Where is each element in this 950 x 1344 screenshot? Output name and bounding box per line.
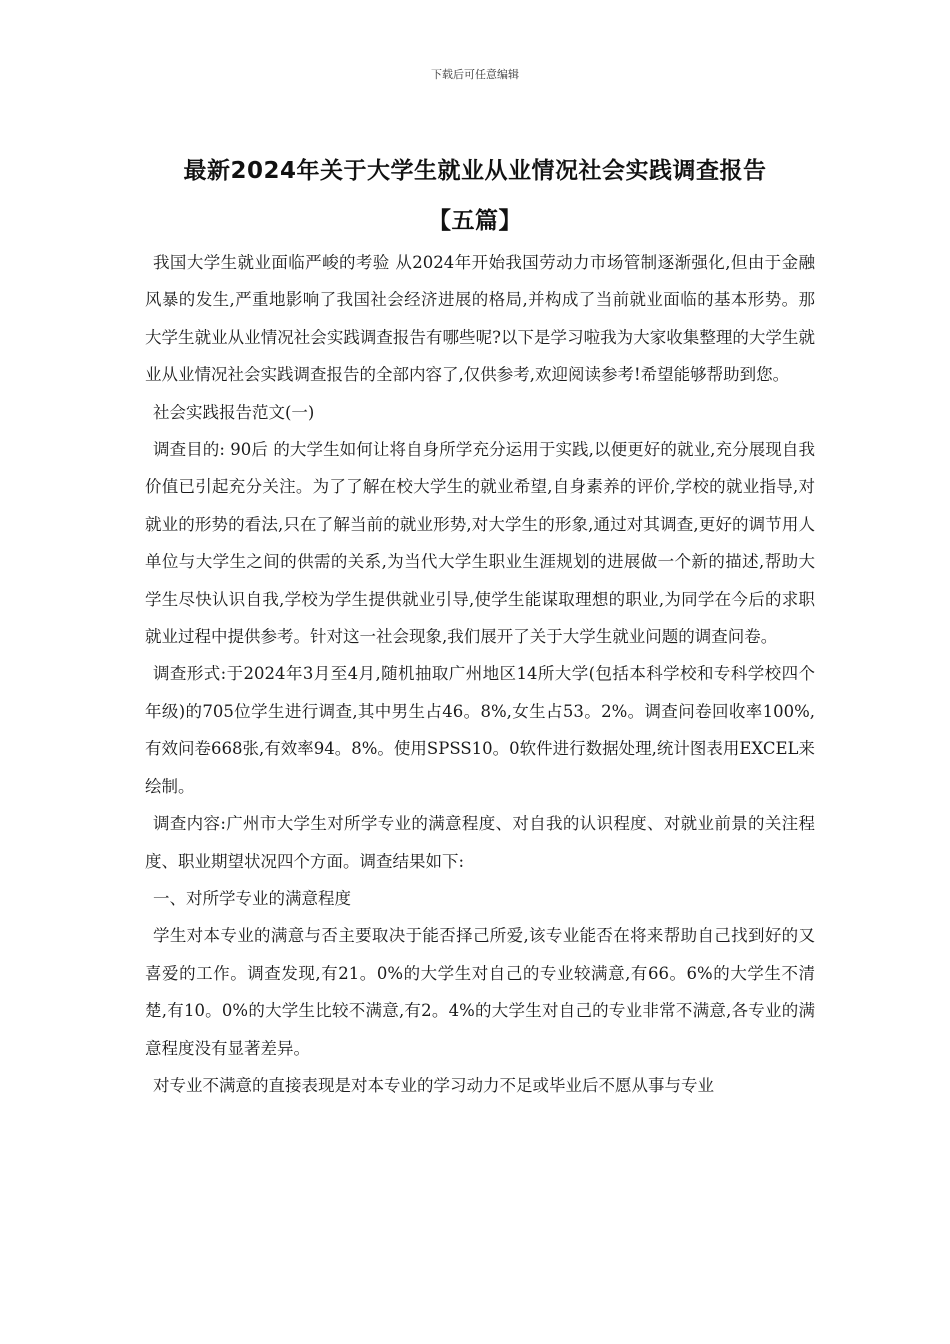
header-note: 下载后可任意编辑 — [431, 68, 519, 81]
section-heading-sample-1: 社会实践报告范文(一) — [153, 402, 315, 422]
section-heading-major-satisfaction: 一、对所学专业的满意程度 — [153, 888, 351, 908]
paragraph-survey-form: 调查形式:于2024年3月至4月,随机抽取广州地区14所大学(包括本科学校和专科学校四个年级)的705位学生进行调查,其中男生占46。8%,女生占53。2%。调查问卷回收率100%,有效问卷668张,有效率94。8%。使用SPSS10。0软件进行数据处理,统计图表用EXCEL来绘制。 — [145, 664, 815, 796]
paragraph-dissatisfaction: 对专业不满意的直接表现是对本专业的学习动力不足或毕业后不愿从事与专业 — [153, 1075, 714, 1095]
document-title: 最新2024年关于大学生就业从业情况社会实践调查报告 — [183, 158, 767, 184]
document-title-suffix: 【五篇】 — [428, 208, 522, 234]
document-body — [145, 244, 815, 1104]
paragraph-major-satisfaction: 学生对本专业的满意与否主要取决于能否择己所爱,该专业能否在将来帮助自己找到好的又喜爱的工作。调查发现,有21。0%的大学生对自己的专业较满意,有66。6%的大学生不清楚,有10。0%的大学生比较不满意,有2。4%的大学生对自己的专业非常不满意,各专业的满意程度没有显著差异。 — [145, 926, 815, 1058]
paragraph-intro: 我国大学生就业面临严峻的考验 从2024年开始我国劳动力市场管制逐渐强化,但由于金融风暴的发生,严重地影响了我国社会经济进展的格局,并构成了当前就业面临的基本形势。那大学生就业从业情况社会实践调查报告有哪些呢?以下是学习啦我为大家收集整理的大学生就业从业情况社会实践调查报告的全部内容了,仅供参考,欢迎阅读参考!希望能够帮助到您。 — [145, 253, 815, 385]
paragraph-survey-content: 调查内容:广州市大学生对所学专业的满意程度、对自我的认识程度、对就业前景的关注程度、职业期望状况四个方面。调查结果如下: — [145, 814, 815, 871]
paragraph-survey-purpose: 调查目的: 90后 的大学生如何让将自身所学充分运用于实践,以便更好的就业,充分展现自我价值已引起充分关注。为了了解在校大学生的就业希望,自身素养的评价,学校的就业指导,对就业的形势的看法,只在了解当前的就业形势,对大学生的形象,通过对其调查,更好的调节用人单位与大学生之间的供需的关系,为当代大学生职业生涯规划的进展做一个新的描述,帮助大学生尽快认识自我,学校为学生提供就业引导,使学生能谋取理想的职业,为同学在今后的求职就业过程中提供参考。针对这一社会现象,我们展开了关于大学生就业问题的调查问卷。 — [145, 440, 815, 647]
